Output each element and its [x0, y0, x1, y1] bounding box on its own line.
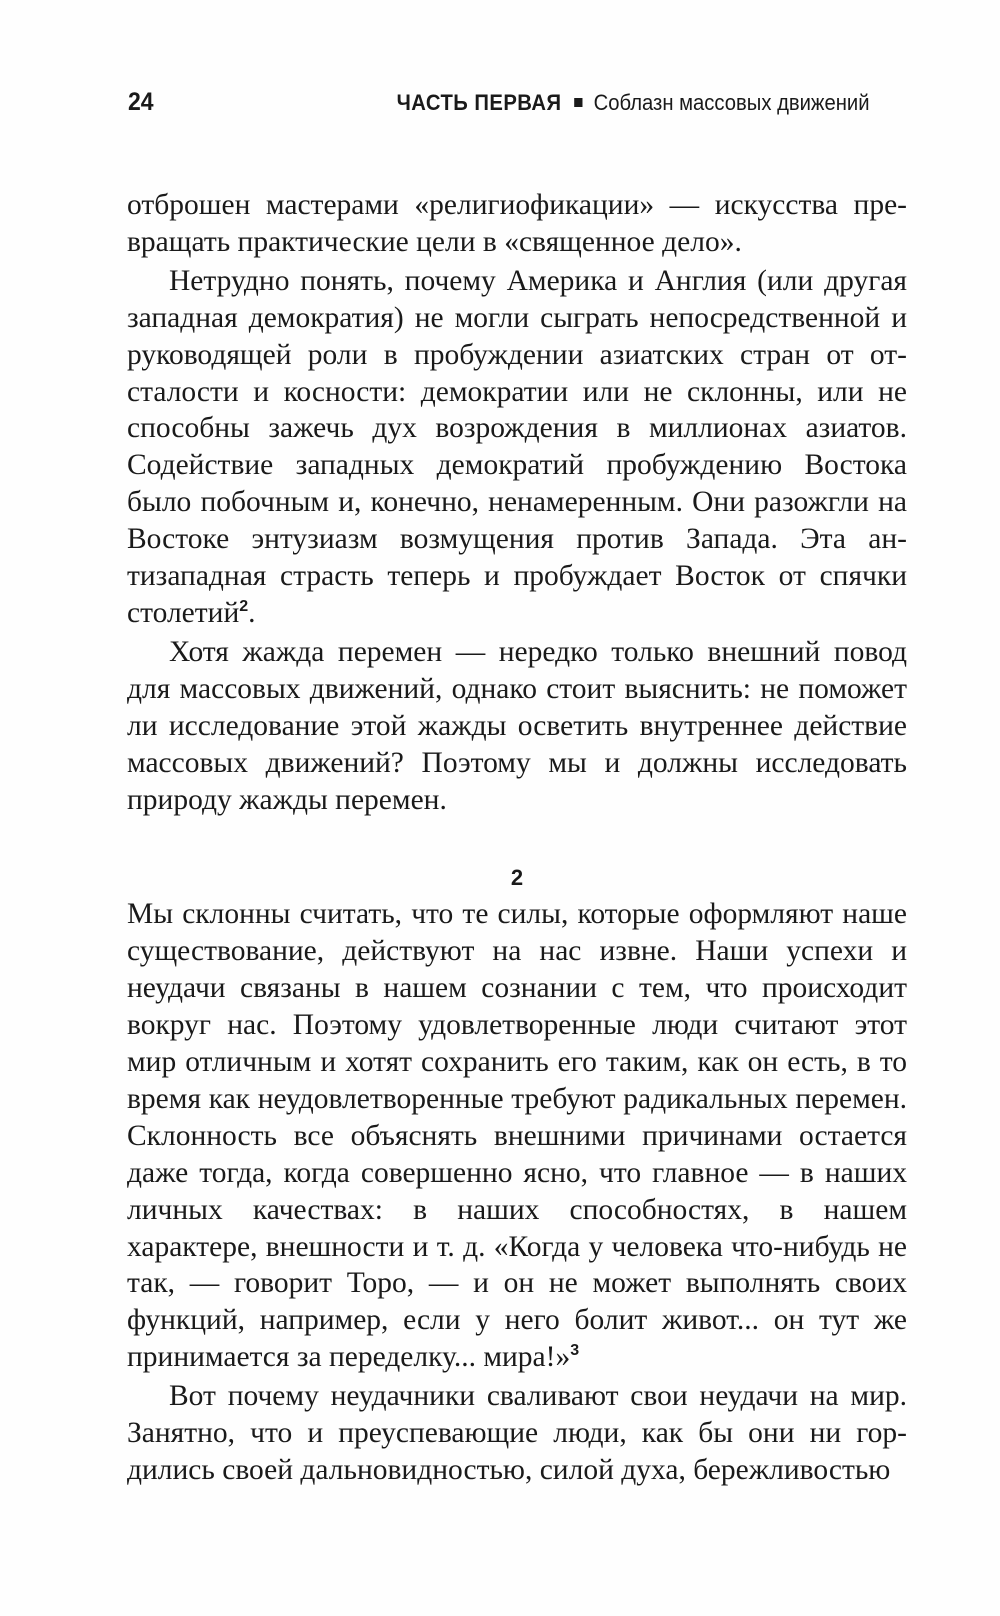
part-label: ЧАСТЬ ПЕРВАЯ [396, 90, 562, 115]
square-bullet-icon [574, 98, 582, 107]
section-number: 2 [510, 865, 524, 891]
running-title [397, 90, 870, 116]
paragraph-2-text: Нетрудно понять, почему Америка и Англия (или другая западная демократия) не могли сыграть непосредственной и руководящей роли в пробуждении азиатских стран от отсталости и косности: демократии или не склонны, или не способны зажечь дух возрождения в миллионах азиатов. Содействие западных демократий пробуждению Востока было побочным и, конечно, ненамеренным. Они разожгли на Востоке энтузиазм возмущения против Запада. Эта антизападная страсть теперь и пробуждает Восток от спячки столетий [127, 264, 907, 629]
main-text [127, 187, 907, 1489]
page-number: 24 [128, 88, 154, 116]
paragraph-5: Вот почему неудачники сваливают свои неудачи на мир. Занятно, что и преуспевающие люди, как бы они ни гордились своей дальновидностью, силой духа, бережливостью [127, 1380, 907, 1486]
paragraph-1: отброшен мастерами «религиофикации» — искусства превращать практические цели в «священное дело». [127, 189, 907, 258]
footnote-ref-3: 3 [570, 1342, 580, 1360]
paragraph-4-text: Мы склонны считать, что те силы, которые оформляют наше существование, действуют на нас извне. Наши успехи и неудачи связаны в нашем сознании с тем, что происходит вокруг нас. Поэтому удовлетворенные люди считают этот мир отличным и хотят сохранить его таким, как он есть, в то время как неудовлетворенные требуют радикальных перемен. Склонность все объяснять внешними причинами остается даже тогда, когда совершенно ясно, что главное — в наших личных качествах: в наших способностях, в нашем характере, внешности и т. д. «Когда у человека что-нибудь не так, — говорит Торо, — и он не может выполнять своих функций, например, если у него болит живот... он тут же принимается за переделку... мира!» [127, 898, 907, 1374]
paragraph-4 [127, 896, 907, 1376]
paragraph-2-end: . [248, 596, 256, 629]
paragraph-2 [127, 263, 907, 632]
footnote-ref-2: 2 [239, 598, 249, 616]
paragraph-3: Хотя жажда перемен — нередко только внешний повод для массовых движений, однако стоит выяснить: не поможет ли исследование этой жажды осветить внутреннее действие массовых движений? Поэтому мы и должны исследовать природу жажды перемен. [127, 635, 907, 816]
chapter-title: Соблазн массовых движений [593, 90, 870, 115]
running-header [128, 82, 870, 122]
